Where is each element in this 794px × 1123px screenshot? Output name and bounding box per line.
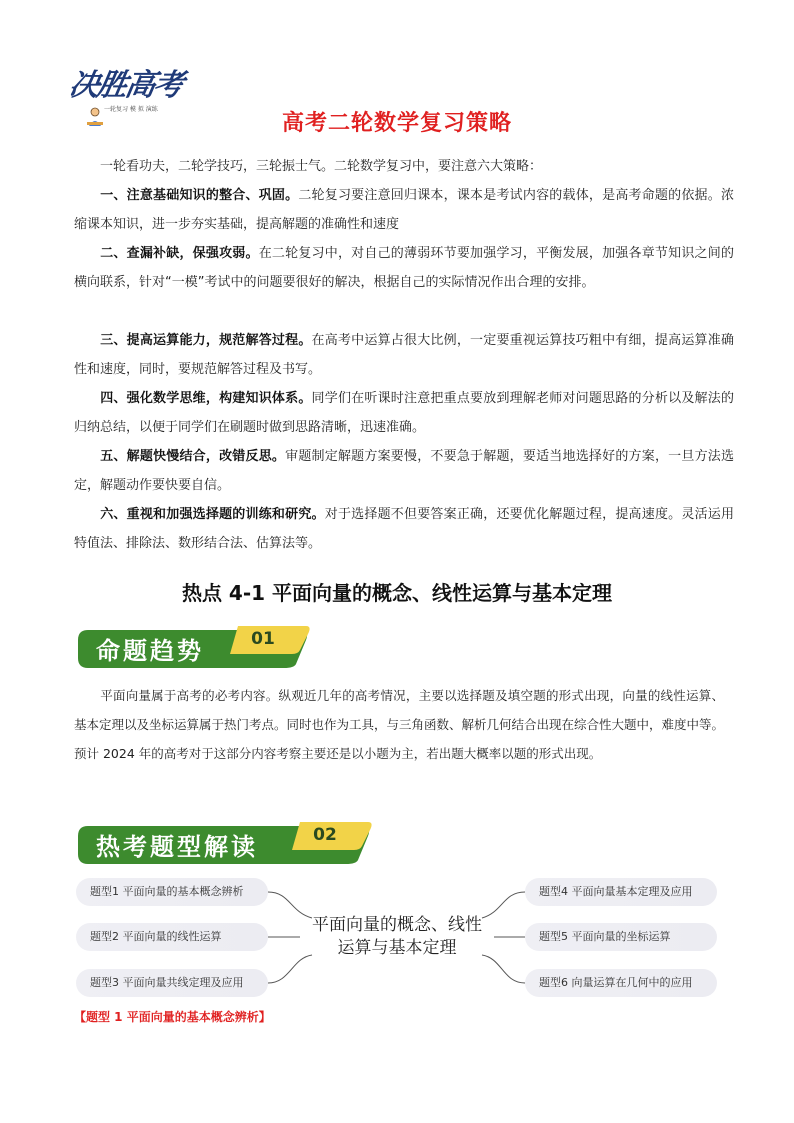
strategy-3: 三、提高运算能力，规范解答过程。在高考中运算占很大比例，一定要重视运算技巧粗中有细，提高运算准确性和速度，同时，要规范解答过程及书写。 [74,333,734,377]
topic-heading: 【题型 1 平面向量的基本概念辨析】 [74,1010,271,1024]
strategy-6: 六、重视和加强选择题的训练和研究。对于选择题不但要答案正确，还要优化解题过程，提高速度。灵活运用特值法、排除法、数形结合法、估算法等。 [74,507,734,551]
intro-paragraph: 一轮看功夫，二轮学技巧，三轮振士气。二轮数学复习中，要注意六大策略： [100,159,543,174]
banner-trend-label: 命题趋势 [96,636,204,665]
strategy-1: 一、注意基础知识的整合、巩固。二轮复习要注意回归课本，课本是考试内容的载体，是高考命题的依据。浓缩课本知识，进一步夯实基础，提高解题的准确性和速度 [74,188,734,232]
strategy-4: 四、强化数学思维，构建知识体系。同学们在听课时注意把重点要放到理解老师对问题思路的分析以及解法的归纳总结，以便于同学们在刷题时做到思路清晰，迅速准确。 [74,391,734,435]
trend-paragraph: 平面向量属于高考的必考内容。纵观近几年的高考情况，主要以选择题及填空题的形式出现，向量的线性运算、基本定理以及坐标运算属于热门考点。同时也作为工具，与三角函数、解析几何结合出现在综合性大题中，难度中等。预计 2024 年的高考对于这部分内容考察主要还是以小题为主，若出题大概率以题的形式出现。 [74,688,725,761]
logo-subtitle: 一轮复习 模 拟 演练 [104,106,158,113]
mindmap-node-type4: 题型4 平面向量基本定理及应用 [525,878,717,906]
banner-question-types-number: 02 [313,825,337,845]
mindmap-node-type5: 题型5 平面向量的坐标运算 [525,923,717,951]
strategy-5: 五、解题快慢结合，改错反思。审题制定解题方案要慢，不要急于解题，要适当地选择好的方案，一旦方法选定，解题动作要快要自信。 [74,449,734,493]
mindmap-node-type2: 题型2 平面向量的线性运算 [76,923,268,951]
mindmap-center: 平面向量的概念、线性运算与基本定理 [312,915,482,958]
page-title: 高考二轮数学复习策略 [281,111,512,136]
banner-trend-number: 01 [251,629,275,649]
strategy-2: 二、查漏补缺，保强攻弱。在二轮复习中，对自己的薄弱环节要加强学习，平衡发展，加强各章节知识之间的横向联系，针对“一模”考试中的问题要很好的解决，根据自己的实际情况作出合理的安排。 [74,246,734,290]
banner-question-types-label: 热考题型解读 [96,832,258,861]
mindmap-node-type6: 题型6 向量运算在几何中的应用 [525,969,717,997]
logo-text: 决胜高考 [66,68,185,103]
section-title: 热点 4-1 平面向量的概念、线性运算与基本定理 [181,581,613,605]
mindmap-node-type3: 题型3 平面向量共线定理及应用 [76,969,268,997]
mindmap-node-type1: 题型1 平面向量的基本概念辨析 [76,878,268,906]
